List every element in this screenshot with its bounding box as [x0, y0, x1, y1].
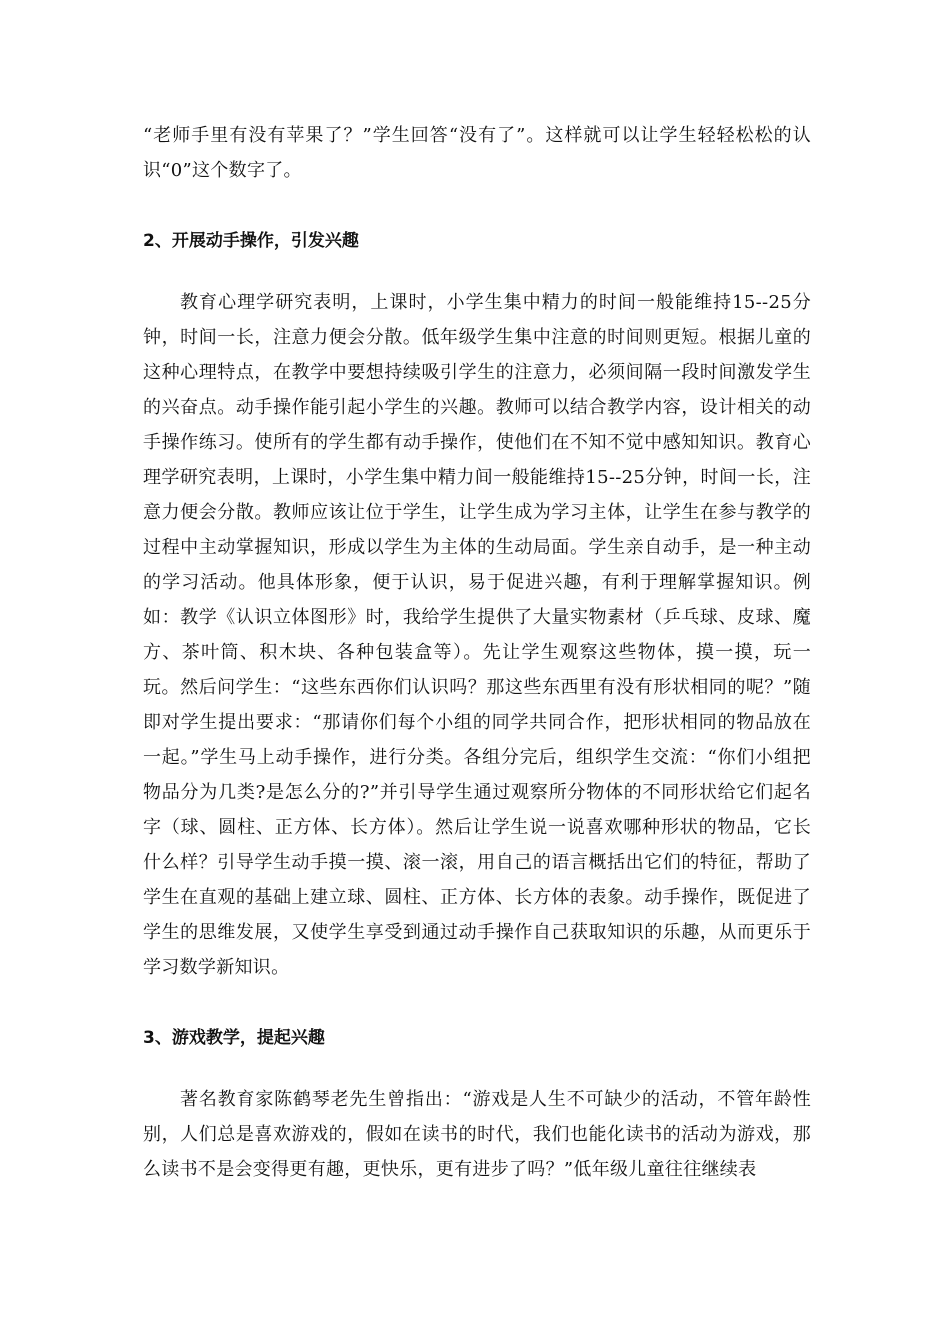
- section-3-heading: 3、游戏教学，提起兴趣: [143, 1028, 325, 1048]
- section-3-paragraph: 著名教育家陈鹤琴老先生曾指出：“游戏是人生不可缺少的活动，不管年龄性别，人们总是喜欢游戏的，假如在读书的时代，我们也能化读书的活动为游戏，那么读书不是会变得更有趣，更快乐，更有进步了吗？”低年级儿童往往继续表: [143, 1089, 811, 1180]
- section-2-heading: 2、开展动手操作，引发兴趣: [143, 231, 359, 251]
- intro-paragraph: “老师手里有没有苹果了？”学生回答“没有了”。这样就可以让学生轻轻松松的认识“0”这个数字了。: [143, 125, 811, 181]
- document-page: [143, 118, 811, 1187]
- section-2-paragraph: 教育心理学研究表明，上课时，小学生集中精力的时间一般能维持15--25分钟，时间一长，注意力便会分散。低年级学生集中注意的时间则更短。根据儿童的这种心理特点，在教学中要想持续吸引学生的注意力，必须间隔一段时间激发学生的兴奋点。动手操作能引起小学生的兴趣。教师可以结合教学内容，设计相关的动手操作练习。使所有的学生都有动手操作，使他们在不知不觉中感知知识。教育心理学研究表明，上课时，小学生集中精力间一般能维持15--25分钟，时间一长，注意力便会分散。教师应该让位于学生，让学生成为学习主体，让学生在参与教学的过程中主动掌握知识，形成以学生为主体的生动局面。学生亲自动手，是一种主动的学习活动。他具体形象，便于认识，易于促进兴趣，有利于理解掌握知识。例如：教学《认识立体图形》时，我给学生提供了大量实物素材（乒乓球、皮球、魔方、茶叶筒、积木块、各种包装盒等）。先让学生观察这些物体，摸一摸，玩一玩。然后问学生：“这些东西你们认识吗？那这些东西里有没有形状相同的呢？”随即对学生提出要求：“那请你们每个小组的同学共同合作，把形状相同的物品放在一起。”学生马上动手操作，进行分类。各组分完后，组织学生交流：“你们小组把物品分为几类?是怎么分的?”并引导学生通过观察所分物体的不同形状给它们起名字（球、圆柱、正方体、长方体）。然后让学生说一说喜欢哪种形状的物品，它长什么样？引导学生动手摸一摸、滚一滚，用自己的语言概括出它们的特征，帮助了学生在直观的基础上建立球、圆柱、正方体、长方体的表象。动手操作，既促进了学生的思维发展，又使学生享受到通过动手操作自己获取知识的乐趣，从而更乐于学习数学新知识。: [143, 292, 811, 978]
